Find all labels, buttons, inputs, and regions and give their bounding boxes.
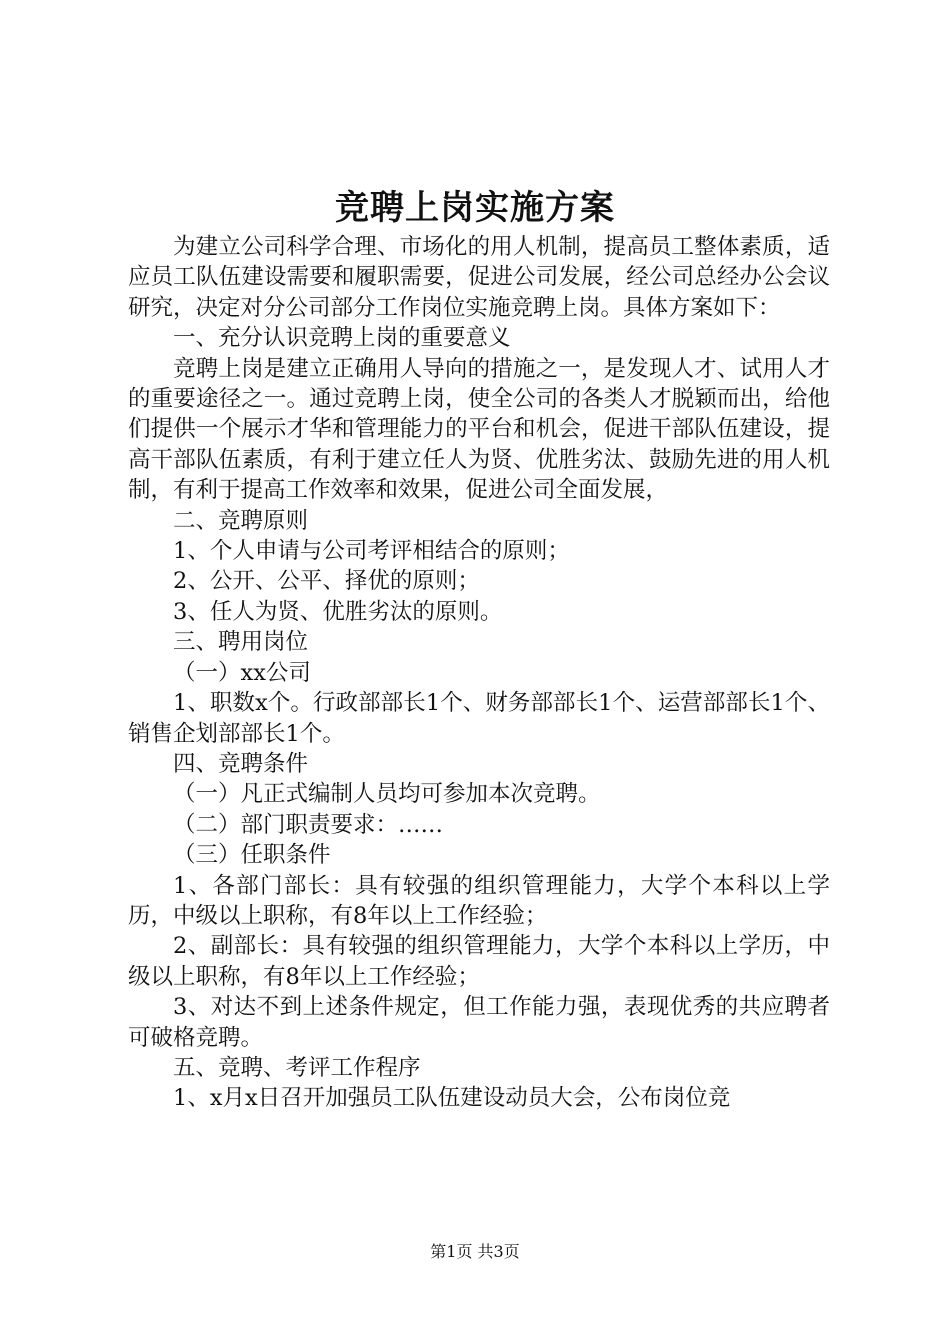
section-heading-5: 五、竞聘、考评工作程序 (173, 1054, 421, 1081)
page-indicator: 第1页 共3页 (430, 1242, 520, 1261)
condition-item-2: （二）部门职责要求：…… (173, 811, 444, 838)
principle-item-1: 1、个人申请与公司考评相结合的原则； (173, 538, 570, 565)
document-title: 竞聘上岗实施方案 (335, 188, 615, 228)
section-heading-2: 二、竞聘原则 (173, 507, 309, 534)
document-body (128, 232, 830, 1114)
qualification-item-3: 3、对达不到上述条件规定，但工作能力强，表现优秀的共应聘者可破格竞聘。 (128, 994, 830, 1051)
section-heading-3: 三、聘用岗位 (173, 629, 309, 656)
paragraph-significance: 竞聘上岗是建立正确用人导向的措施之一，是发现人才、试用人才的重要途径之一。通过竞聘上岗，使全公司的各类人才脱颖而出，给他们提供一个展示才华和管理能力的平台和机会，促进干部队伍建设，提高干部队伍素质，有利于建立任人为贤、优胜劣汰、鼓励先进的用人机制，有利于提高工作效率和效果，促进公司全面发展， (128, 355, 830, 504)
condition-item-1: （一）凡正式编制人员均可参加本次竞聘。 (173, 781, 601, 808)
qualification-item-2: 2、副部长：具有较强的组织管理能力，大学个本科以上学历，中级以上职称，有8年以上工作经验； (128, 933, 830, 990)
principle-item-2: 2、公开、公平、择优的原则； (173, 568, 480, 595)
subsection-company: （一）xx公司 (173, 659, 311, 686)
qualification-item-1: 1、各部门部长：具有较强的组织管理能力，大学个本科以上学历，中级以上职称，有8年以上工作经验； (128, 872, 830, 929)
condition-item-3: （三）任职条件 (173, 842, 331, 869)
principle-item-3: 3、任人为贤、优胜劣汰的原则。 (173, 598, 503, 625)
paragraph-intro: 为建立公司科学合理、市场化的用人机制，提高员工整体素质，适应员工队伍建设需要和履职需要，促进公司发展，经公司总经办公会议研究，决定对分公司部分工作岗位实施竞聘上岗。具体方案如下： (128, 234, 830, 321)
section-heading-4: 四、竞聘条件 (173, 750, 309, 777)
positions-item-1: 1、职数x个。行政部部长1个、财务部部长1个、运营部部长1个、销售企划部部长1个。 (128, 690, 830, 747)
section-heading-1: 一、充分认识竞聘上岗的重要意义 (173, 325, 511, 352)
procedure-item-1: 1、x月x日召开加强员工队伍建设动员大会，公布岗位竞 (173, 1085, 731, 1112)
